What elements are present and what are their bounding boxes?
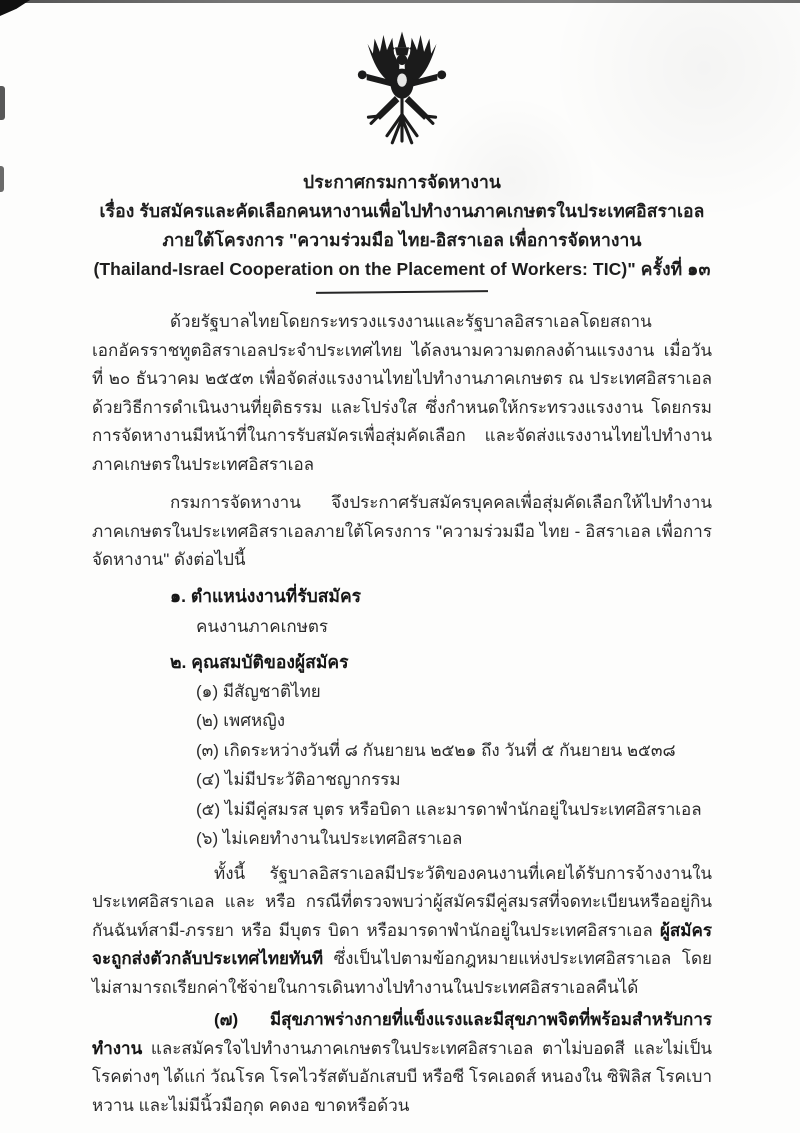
intro-paragraph: ด้วยรัฐบาลไทยโดยกระทรวงแรงงานและรัฐบาลอิสราเอลโดยสถานเอกอัครราชทูตอิสราเอลประจำประเทศไทย ได้ลงนามความตกลงด้านแรงงาน เมื่อวันที่ ๒๐ ธันวาคม ๒๕๕๓ เพื่อจัดส่งแรงงานไทยไปทำงานภาคเกษตร ณ ประเทศอิสราเอล ด้วยวิธีการดำเนินงานที่ยุติธรรม และโปร่งใส ซึ่งกำหนดให้กระทรวงแรงงาน โดยกรมการจัดหางานมีหน้าที่ในการรับสมัครเพื่อสุ่มคัดเลือก และจัดส่งแรงงานไทยไปทำงานภาคเกษตรในประเทศอิสราเอล [92, 312, 712, 474]
note-text-trail: ซึ่งเป็นไปตามข้อกฎหมายแห่งประเทศอิสราเอล โดยไม่สามารถเรียกค่าใช้จ่ายในการเดินทางไปทำงานในประเทศอิสราเอลคืนได้ [92, 949, 712, 997]
qualification-item-6: (๖) ไม่เคยทำงานในประเทศอิสราเอล [196, 829, 463, 848]
qualifications-list [92, 677, 712, 854]
israel-record-note-paragraph [92, 860, 712, 1003]
announcement-subject: เรื่อง รับสมัครและคัดเลือกคนหางานเพื่อไปทำงานภาคเกษตรในประเทศอิสราเอล [99, 201, 705, 221]
announcement-program-english: (Thailand-Israel Cooperation on the Placement of Workers: TIC)" ครั้งที่ ๑๓ [93, 259, 711, 279]
announcement-title-block [92, 168, 712, 284]
header-divider [316, 290, 488, 294]
qualification-item-1: (๑) มีสัญชาติไทย [196, 681, 321, 701]
qualification-item-7 [92, 1006, 712, 1120]
qualification-item-3: (๓) เกิดระหว่างวันที่ ๘ กันยายน ๒๕๒๑ ถึง วันที่ ๕ กันยายน ๒๕๓๘ [196, 740, 676, 760]
qualification-item-4: (๔) ไม่มีประวัติอาชญากรรม [196, 770, 401, 789]
note-text-bold-warning: ผู้สมัครจะถูกส่งตัวกลับประเทศไทยทันที [92, 920, 712, 968]
qualification-item-2: (๒) เพศหญิง [196, 711, 286, 730]
qualification-item-5: (๕) ไม่มีคู่สมรส บุตร หรือบิดา และมารดาพำนักอยู่ในประเทศอิสราเอล [196, 799, 702, 819]
section-1-heading: ๑. ตำแหน่งงานที่รับสมัคร [170, 585, 362, 606]
garuda-emblem-icon [92, 28, 712, 166]
recruitment-paragraph: กรมการจัดหางาน จึงประกาศรับสมัครบุคคลเพื่อสุ่มคัดเลือกให้ไปทำงานภาคเกษตรในประเทศอิสราเอลภายใต้โครงการ "ความร่วมมือ ไทย - อิสราเอล เพื่อการจัดหางาน" ดังต่อไปนี้ [92, 493, 712, 569]
note-text-lead: ทั้งนี้ รัฐบาลอิสราเอลมีประวัติของคนงานที่เคยได้รับการจ้างงานในประเทศอิสราเอล และ หรือ กรณีที่ตรวจพบว่าผู้สมัครมีคู่สมรสที่จดทะเบียนหรืออยู่กินกันฉันท์สามี-ภรรยา หรือ มีบุตร บิดา หรือมารดาพำนักอยู่ในประเทศอิสราเอล [92, 863, 712, 940]
qualification-7-rest: และสมัครใจไปทำงานภาคเกษตรในประเทศอิสราเอล ตาไม่บอดสี และไม่เป็นโรคต่างๆ ได้แก่ วัณโรค โรคไวรัสตับอักเสบบี หรือซี โรคเอดส์ หนองใน ซิฟิลิส โรคเบาหวาน และไม่มีนิ้วมือกุด คดงอ ขาดหรือด้วน [92, 1038, 712, 1115]
section-2-heading: ๒. คุณสมบัติของผู้สมัคร [170, 651, 349, 672]
announcement-org-title: ประกาศกรมการจัดหางาน [302, 172, 501, 192]
section-1-position: คนงานภาคเกษตร [196, 616, 329, 636]
announcement-program-thai: ภายใต้โครงการ "ความร่วมมือ ไทย-อิสราเอล เพื่อการจัดหางาน [162, 230, 642, 250]
qualification-7-bold: (๗) มีสุขภาพร่างกายที่แข็งแรงและมีสุขภาพจิตที่พร้อมสำหรับการทำงาน [92, 1010, 712, 1058]
